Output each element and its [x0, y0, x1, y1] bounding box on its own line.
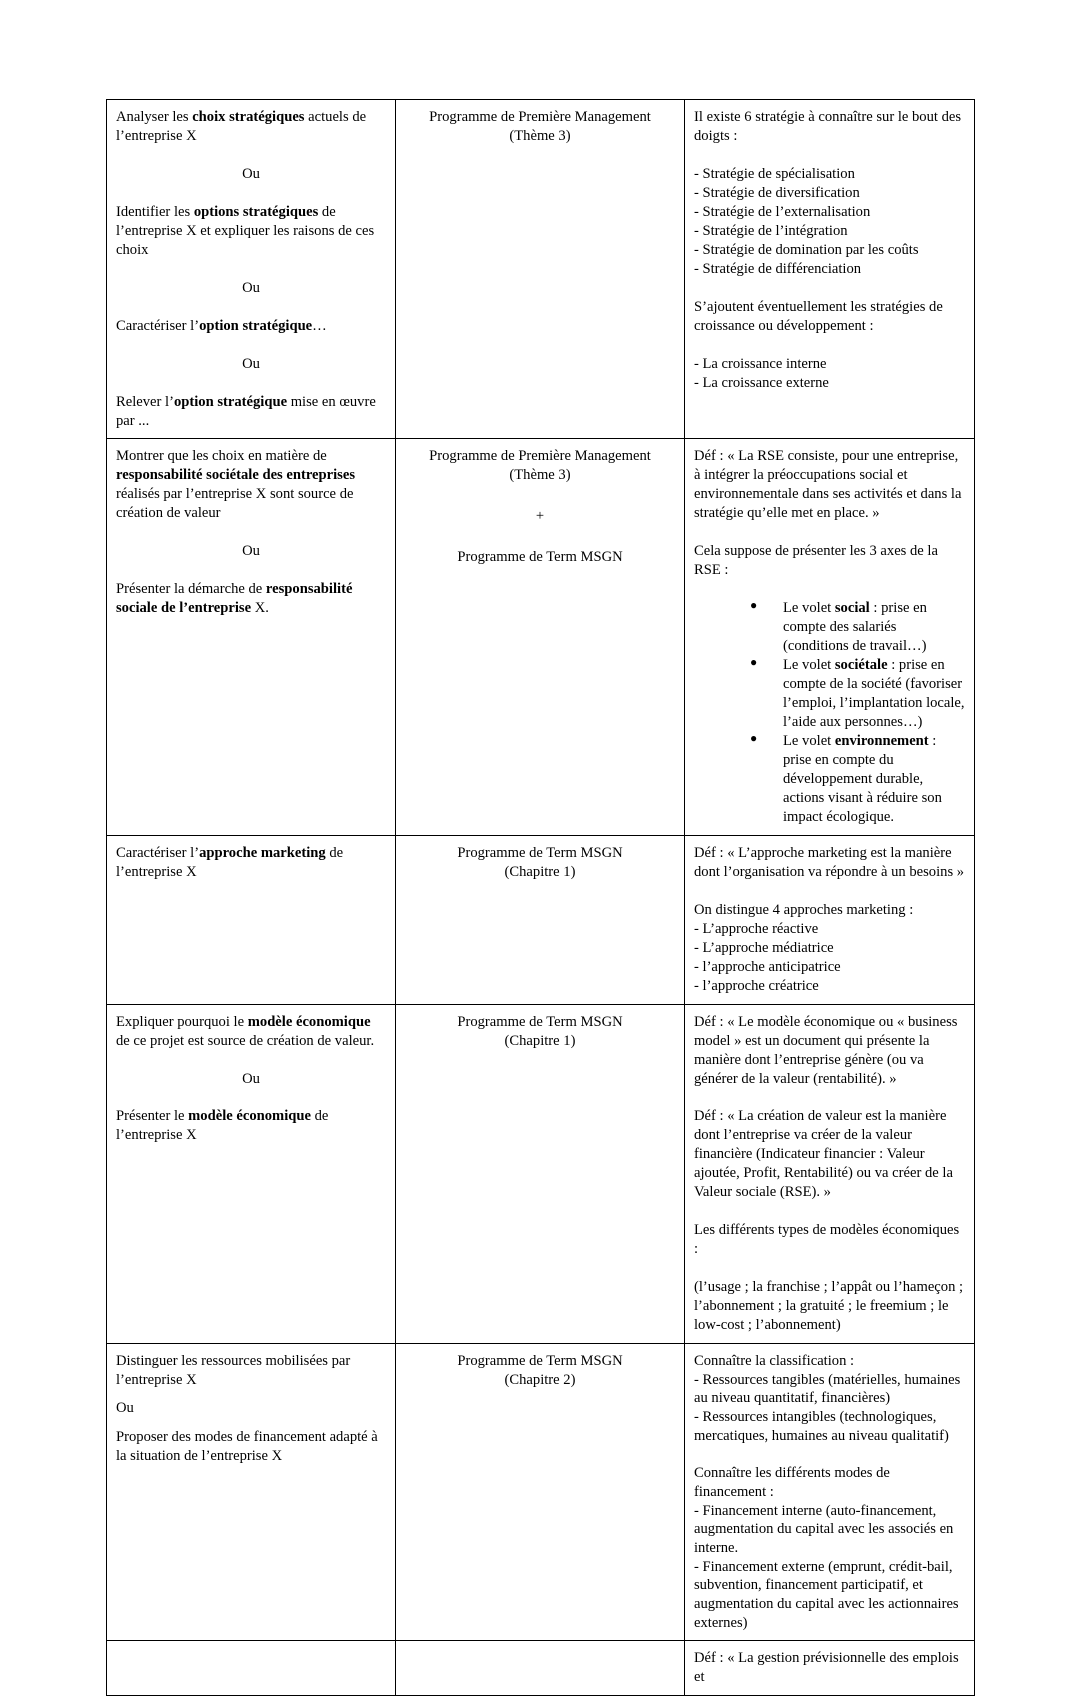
- answer-definition: Déf : « La création de valeur est la manière dont l’entreprise va créer de la valeur financière (Indicateur financier : Valeur ajoutée, Profit, Rentabilité) ou va créer de la Valeur sociale (RSE). »: [694, 1108, 953, 1201]
- answer-cell: [685, 1641, 975, 1696]
- text-run: Présenter le: [116, 1108, 189, 1125]
- list-item: - Financement interne (auto-financement, augmentation du capital avec les associés en interne.: [694, 1502, 954, 1557]
- list-item: - Financement externe (emprunt, crédit-bail, subvention, financement participatif, et augmentation du capital avec les actionnaires externes): [694, 1558, 959, 1631]
- text-run-bold: environnement: [834, 733, 929, 749]
- text-run: …: [312, 317, 327, 334]
- text-run: Le volet: [783, 657, 835, 674]
- text-run: X.: [251, 600, 269, 617]
- text-run: Le volet: [783, 733, 835, 749]
- answer-para: Connaître les différents modes de financement :: [694, 1465, 890, 1501]
- revision-table: [106, 99, 975, 1696]
- text-run: : prise en compte de la société (favoriser l’emploi, l’implantation locale, l’aide aux personnes…): [783, 657, 965, 731]
- program-cell: [396, 100, 685, 439]
- text-run: de l’entreprise X: [116, 844, 344, 880]
- spacer: [694, 1445, 965, 1464]
- text-run-bold: sociétale: [834, 657, 888, 674]
- alternative-label: Ou: [242, 543, 260, 560]
- bullet-item: [752, 656, 965, 732]
- list-item: - Stratégie de spécialisation: [694, 165, 855, 182]
- program-line: Programme de Term MSGN: [457, 1353, 623, 1370]
- text-run-bold: option stratégique: [199, 317, 313, 334]
- answer-definition: Déf : « La RSE consiste, pour une entreprise, à intégrer la préoccupations social et environnementale dans ses activités et dans la stratégie qu’elle met en place. »: [694, 448, 962, 522]
- text-run-bold: modèle économique: [247, 1013, 371, 1030]
- spacer: [405, 485, 675, 507]
- spacer: [116, 523, 386, 542]
- spacer: [116, 1418, 386, 1427]
- text-run: Identifier les: [116, 203, 194, 220]
- list-item: - L’approche médiatrice: [694, 939, 834, 956]
- program-line: (Chapitre 1): [504, 1032, 576, 1049]
- program-plus: +: [535, 508, 545, 525]
- question-para: [116, 447, 386, 523]
- text-run-bold: modèle économique: [188, 1108, 311, 1125]
- program-cell: [396, 1344, 685, 1641]
- answer-cell: [685, 835, 975, 1004]
- question-para: [116, 1107, 386, 1145]
- question-cell: [107, 439, 396, 835]
- spacer: [116, 1088, 386, 1107]
- list-item: - l’approche anticipatrice: [694, 958, 841, 975]
- text-run-bold: option stratégique: [173, 393, 288, 410]
- question-cell: [107, 835, 396, 1004]
- program-cell: [396, 439, 685, 835]
- answer-cell: [685, 439, 975, 835]
- list-item: - L’approche réactive: [694, 920, 819, 937]
- spacer: [694, 1088, 965, 1107]
- spacer: [694, 336, 965, 355]
- table-row: [107, 439, 975, 835]
- text-run-bold: choix stratégiques: [192, 109, 305, 125]
- program-line: (Chapitre 2): [504, 1372, 576, 1389]
- text-run: Caractériser l’: [116, 317, 200, 334]
- spacer: [116, 184, 386, 203]
- text-run: Expliquer pourquoi le: [116, 1013, 248, 1030]
- question-para: [116, 108, 386, 146]
- program-line: Programme de Term MSGN: [457, 1013, 623, 1030]
- text-run-bold: responsabilité sociétale des entreprises: [116, 467, 356, 484]
- text-run-bold: social: [834, 600, 870, 617]
- answer-para: Il existe 6 stratégie à connaître sur le bout des doigts :: [694, 109, 962, 144]
- text-run: Caractériser l’: [116, 844, 200, 861]
- bullet-item: [752, 732, 965, 827]
- answer-list: [694, 1371, 965, 1446]
- table-row: [107, 835, 975, 1004]
- program-line: (Chapitre 1): [504, 863, 576, 880]
- program-line: (Thème 3): [509, 127, 571, 144]
- answer-cell: [685, 1004, 975, 1343]
- text-run: Analyser les: [116, 109, 193, 125]
- program-line: Programme de Term MSGN: [457, 844, 623, 861]
- list-item: - Stratégie de différenciation: [694, 260, 862, 277]
- text-run: actuels de l’entreprise X: [116, 109, 367, 144]
- alternative-label: Ou: [242, 279, 260, 296]
- list-item: - Ressources intangibles (technologiques, mercatiques, humaines au niveau qualitatif): [694, 1409, 949, 1444]
- question-para: Distinguer les ressources mobilisées par l’entreprise X: [116, 1353, 351, 1389]
- answer-list: [694, 165, 965, 279]
- spacer: [694, 882, 965, 901]
- answer-para: Les différents types de modèles économiques :: [694, 1222, 960, 1258]
- question-para: [116, 580, 386, 618]
- spacer: [694, 146, 965, 165]
- program-line: Programme de Première Management: [429, 109, 651, 125]
- text-run: : prise en compte du développement durable, actions visant à réduire son impact écologique.: [783, 733, 942, 825]
- question-cell: [107, 1344, 396, 1641]
- answer-definition: Déf : « La gestion prévisionnelle des emplois et: [694, 1650, 959, 1686]
- text-run: de l’entreprise X: [116, 1108, 329, 1144]
- answer-para: Cela suppose de présenter les 3 axes de la RSE :: [694, 543, 938, 579]
- text-run: Le volet: [783, 600, 835, 617]
- spacer: [116, 336, 386, 355]
- spacer: [116, 561, 386, 580]
- spacer: [116, 260, 386, 279]
- text-run: Montrer que les choix en matière de: [116, 448, 327, 465]
- question-para: [116, 317, 386, 336]
- spacer: [116, 1390, 386, 1399]
- question-para: Proposer des modes de financement adapté à la situation de l’entreprise X: [116, 1428, 378, 1464]
- spacer: [116, 146, 386, 165]
- text-run-bold: approche marketing: [199, 844, 326, 861]
- program-cell: [396, 1641, 685, 1696]
- spacer: [694, 1202, 965, 1221]
- spacer: [116, 298, 386, 317]
- spacer: [405, 526, 675, 548]
- alternative-label: Ou: [116, 1400, 134, 1417]
- list-item: - Stratégie de l’intégration: [694, 222, 848, 239]
- text-run: de ce projet est source de création de valeur.: [116, 1032, 375, 1049]
- table-row: [107, 100, 975, 439]
- text-run-bold: responsabilité sociale de l’entreprise: [116, 581, 353, 617]
- answer-para: On distingue 4 approches marketing :: [694, 901, 914, 918]
- table-body: [107, 100, 975, 1696]
- list-item: - La croissance interne: [694, 355, 827, 372]
- question-cell: [107, 1004, 396, 1343]
- text-run: Présenter la démarche de: [116, 581, 266, 598]
- list-item: - La croissance externe: [694, 374, 829, 391]
- spacer: [694, 523, 965, 542]
- program-cell: [396, 835, 685, 1004]
- list-item: - l’approche créatrice: [694, 977, 819, 994]
- question-para: [116, 393, 386, 431]
- program-line: Programme de Term MSGN: [457, 549, 623, 566]
- table-row: [107, 1641, 975, 1696]
- program-cell: [396, 1004, 685, 1343]
- text-run-bold: options stratégiques: [193, 203, 319, 220]
- spacer: [694, 279, 965, 298]
- spacer: [116, 1051, 386, 1070]
- answer-cell: [685, 100, 975, 439]
- text-run: réalisés par l’entreprise X sont source de création de valeur: [116, 486, 354, 522]
- answer-para: (l’usage ; la franchise ; l’appât ou l’hameçon ; l’abonnement ; la gratuité ; le freemium ; le low-cost ; l’abonnement): [694, 1279, 964, 1334]
- alternative-label: Ou: [242, 355, 260, 372]
- question-para: [116, 203, 386, 260]
- text-run: : prise en compte des salariés (conditions de travail…): [783, 600, 927, 655]
- answer-definition: Déf : « L’approche marketing est la manière dont l’organisation va répondre à un besoins »: [694, 844, 965, 880]
- answer-list: [694, 1502, 965, 1633]
- bullet-item: [752, 599, 965, 656]
- answer-definition: Déf : « Le modèle économique ou « business model » est un document qui présente la manière dont l’entreprise génère (ou va générer de la valeur (rentabilité). »: [694, 1013, 958, 1087]
- list-item: - Ressources tangibles (matérielles, humaines au niveau quantitatif, financières): [694, 1371, 961, 1407]
- answer-para: Connaître la classification :: [694, 1353, 855, 1370]
- answer-cell: [685, 1344, 975, 1641]
- spacer: [116, 374, 386, 393]
- text-run: de l’entreprise X et expliquer les raisons de ces choix: [116, 203, 375, 258]
- question-cell: [107, 1641, 396, 1696]
- text-run: Relever l’: [116, 393, 174, 410]
- alternative-label: Ou: [242, 1070, 260, 1087]
- answer-list: [694, 920, 965, 996]
- table-row: [107, 1004, 975, 1343]
- answer-para: S’ajoutent éventuellement les stratégies de croissance ou développement :: [694, 298, 943, 334]
- list-item: - Stratégie de diversification: [694, 184, 860, 201]
- question-para: [116, 844, 386, 882]
- spacer: [694, 1259, 965, 1278]
- list-item: - Stratégie de domination par les coûts: [694, 241, 919, 258]
- program-line: Programme de Première Management: [429, 448, 651, 465]
- spacer: [694, 580, 965, 599]
- alternative-label: Ou: [242, 165, 260, 182]
- answer-bullets: [694, 599, 965, 827]
- program-line: (Thème 3): [509, 467, 571, 484]
- answer-list: [694, 355, 965, 393]
- question-para: [116, 1013, 386, 1051]
- list-item: - Stratégie de l’externalisation: [694, 203, 871, 220]
- table-row: [107, 1344, 975, 1641]
- text-run: mise en œuvre par ...: [116, 393, 376, 429]
- question-cell: [107, 100, 396, 439]
